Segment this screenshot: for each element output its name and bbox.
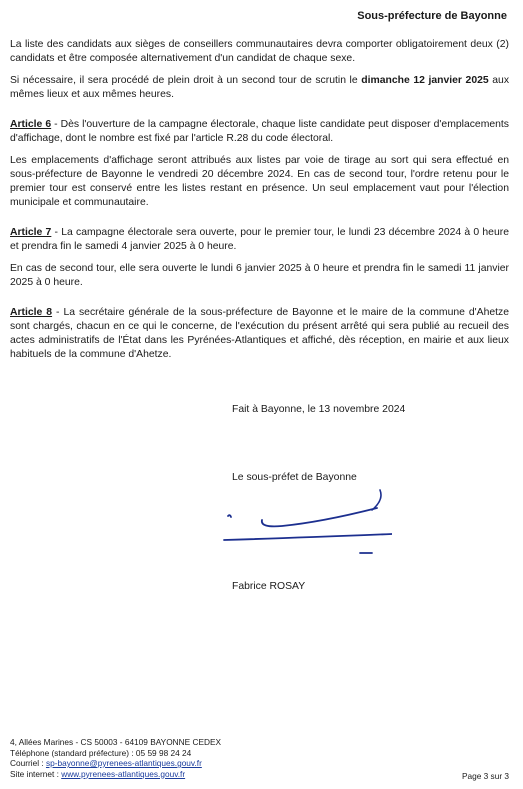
place-date: Fait à Bayonne, le 13 novembre 2024 — [232, 404, 406, 415]
article-6-text: - Dès l'ouverture de la campagne électorale, chaque liste candidate peut disposer d'emplacements d'affichage, dont le nombre est fixé par l'article R.28 du code électoral. — [10, 119, 509, 144]
paragraph-candidates: La liste des candidats aux sièges de conseillers communautaires devra comporter obligatoirement deux (2) candidats et être composée alternativement d'un candidat de chaque sexe. — [10, 39, 509, 64]
signer-title: Le sous-préfet de Bayonne — [232, 472, 357, 483]
article-8 — [10, 306, 509, 362]
signer-name: Fabrice ROSAY — [232, 581, 306, 592]
footer-site-line — [10, 769, 221, 780]
article-8-label: Article 8 — [10, 307, 53, 318]
article-7-label: Article 7 — [10, 227, 52, 238]
mail-label: Courriel : — [10, 758, 46, 768]
footer-contact — [10, 737, 221, 779]
article-6-label: Article 6 — [10, 119, 52, 130]
article-7-text: - La campagne électorale sera ouverte, pour le premier tour, le lundi 23 décembre 2024 à 0 heure et prendra fin le samedi 4 janvier 2025 à 0 heure. — [10, 227, 509, 252]
office-header: Sous-préfecture de Bayonne — [357, 10, 507, 22]
page-number: Page 3 sur 3 — [461, 771, 509, 781]
paragraph-second-round — [10, 74, 509, 102]
article-7 — [10, 226, 509, 254]
paragraph-second-campaign: En cas de second tour, elle sera ouverte le lundi 6 janvier 2025 à 0 heure et prendra fin le samedi 11 janvier 2025 à 0 heure. — [10, 263, 509, 288]
second-round-date: dimanche 12 janvier 2025 — [361, 75, 489, 86]
document-body — [10, 38, 509, 370]
handwritten-signature — [222, 488, 392, 558]
footer-mail-line — [10, 758, 221, 769]
footer-address: 4, Allées Marines - CS 50003 - 64109 BAYONNE CEDEX — [10, 737, 222, 747]
text-span: aux mêmes lieux et aux mêmes heures. — [10, 75, 510, 100]
text-span: Si nécessaire, il sera procédé de plein droit à un second tour de scrutin le — [10, 75, 362, 86]
article-6 — [10, 118, 509, 146]
website-link[interactable]: www.pyrenees-atlantiques.gouv.fr — [61, 768, 186, 779]
paragraph-posting: Les emplacements d'affichage seront attribués aux listes par voie de tirage au sort qui sera effectué en sous-préfecture de Bayonne le vendredi 20 décembre 2024. En cas de second tour, l'ordre retenu pour le premier tour est conservé entre les listes restant en présence. Un seul emplacement vaut pour l'élection municipale et communautaire. — [10, 155, 509, 208]
email-link[interactable]: sp-bayonne@pyrenees-atlantiques.gouv.fr — [45, 758, 202, 768]
site-label: Site internet : — [10, 768, 62, 779]
footer-phone: Téléphone (standard préfecture) : 05 59 98 24 24 — [10, 747, 192, 758]
article-8-text: - La secrétaire générale de la sous-préfecture de Bayonne et le maire de la commune d'Ahetze sont chargés, chacun en ce qui le concerne, de l'exécution du présent arrêté qui sera publié au recueil des actes administratifs de l'État dans les Pyrénées-Atlantiques et affiché, dès réception, en mairie et aux lieux habituels de la commune d'Ahetze. — [10, 307, 509, 360]
